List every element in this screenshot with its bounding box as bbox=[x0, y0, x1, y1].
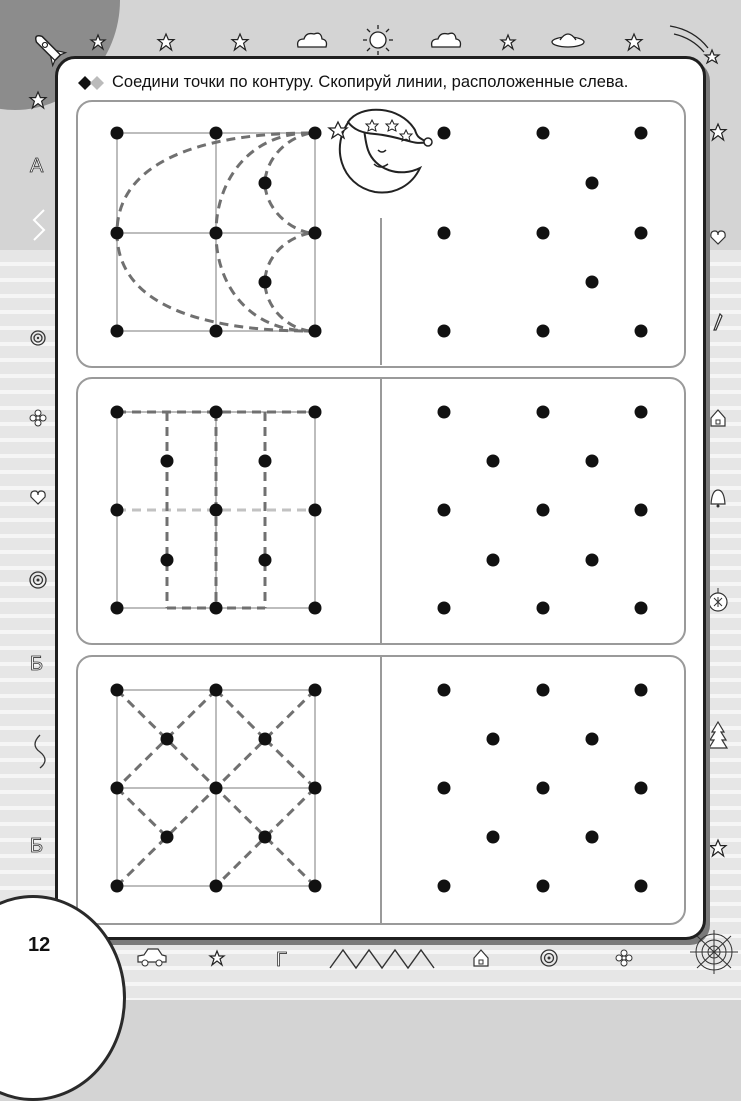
star-icon bbox=[210, 951, 224, 965]
letter-a-icon: А bbox=[30, 155, 44, 177]
spiral-icon bbox=[541, 950, 557, 966]
exercise-2-copy-area bbox=[438, 406, 648, 615]
exercise-3-copy-area bbox=[438, 684, 648, 893]
exercise-2-model bbox=[111, 406, 322, 615]
spiderweb-icon bbox=[690, 930, 738, 974]
car-icon bbox=[138, 949, 166, 966]
page-number: 12 bbox=[28, 934, 51, 956]
instruction-text: Соедини точки по контуру. Скопируй линии, расположенные слева. bbox=[112, 73, 629, 91]
exercise-1-model bbox=[111, 127, 322, 338]
letter-b-icon: Б bbox=[30, 653, 44, 675]
exercise-3-model bbox=[111, 684, 322, 893]
zigzag-line-icon bbox=[330, 950, 434, 968]
house-icon bbox=[474, 950, 488, 966]
moon-icon bbox=[329, 110, 432, 193]
flower-icon bbox=[616, 950, 632, 966]
letter-b-icon: Б bbox=[30, 835, 44, 857]
exercise-1-copy-area bbox=[438, 127, 648, 338]
letter-g-icon: Г bbox=[276, 949, 287, 971]
bottom-decorations bbox=[0, 930, 741, 1000]
